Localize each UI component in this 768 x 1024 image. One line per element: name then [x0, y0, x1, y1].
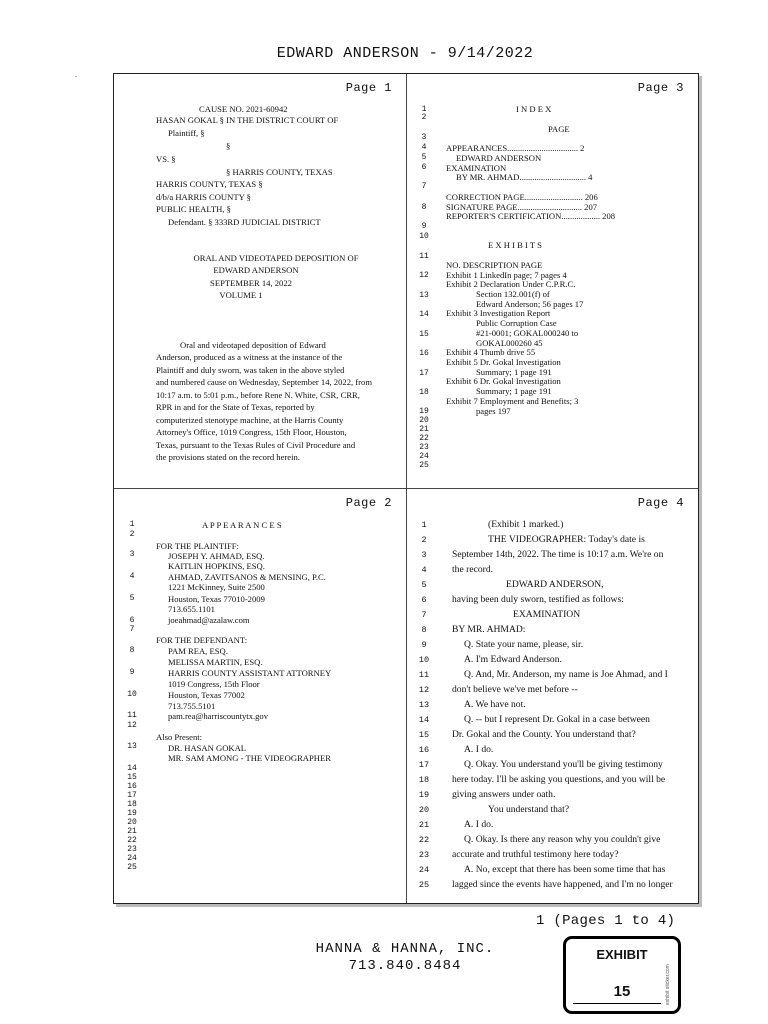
- testimony-line: having been duly sworn, testified as follows:: [452, 594, 624, 605]
- exhibit-row: Exhibit 5 Dr. Gokal Investigation: [446, 357, 561, 367]
- testimony-line: A. I do.: [464, 819, 494, 830]
- deposition-title: VOLUME 1: [219, 290, 263, 300]
- exhibit-row: pages 197: [476, 406, 511, 416]
- page-4-pane: [406, 489, 698, 903]
- line-number: 11: [418, 670, 430, 680]
- line-number: 17: [127, 791, 137, 800]
- index-entry: EDWARD ANDERSON: [456, 153, 542, 163]
- testimony-line: EXAMINATION: [513, 609, 581, 620]
- testimony-line: here today. I'll be asking you questions, and you will be: [452, 774, 666, 785]
- testimony-line: giving answers under oath.: [452, 789, 556, 800]
- page-range-footer: 1 (Pages 1 to 4): [536, 913, 676, 929]
- line-number: 16: [419, 349, 429, 358]
- exhibit-row: Summary; 1 page 191: [476, 367, 552, 377]
- testimony-line: THE VIDEOGRAPHER: Today's date is: [488, 534, 645, 545]
- index-entry: SIGNATURE PAGE.............................. 207: [446, 202, 598, 212]
- line-number: 7: [421, 610, 427, 620]
- line-number: 13: [418, 700, 430, 710]
- cause-number: CAUSE NO. 2021-60942: [199, 104, 288, 114]
- exhibit-row: Edward Anderson; 56 pages 17: [476, 299, 584, 309]
- appearance-line: Also Present:: [156, 732, 203, 742]
- exhibit-row: Public Corruption Case: [476, 318, 557, 328]
- testimony-line: the record.: [452, 564, 494, 575]
- line-number: 2: [421, 535, 427, 545]
- line-number: 22: [418, 835, 430, 845]
- body-line: Texas, pursuant to the Texas Rules of Civil Procedure and: [156, 440, 356, 450]
- index-title: I N D E X: [516, 104, 552, 114]
- body-line: the provisions stated on the record herein.: [156, 452, 300, 462]
- caption-line: §: [226, 141, 231, 151]
- exhibit-row: Exhibit 7 Employment and Benefits; 3: [446, 396, 579, 406]
- page-1-pane: [114, 74, 406, 488]
- line-number: 4: [421, 565, 427, 575]
- exhibits-title: E X H I B I T S: [488, 240, 542, 250]
- appearance-line: JOSEPH Y. AHMAD, ESQ.: [168, 551, 265, 561]
- appearance-line: 713.655.1101: [168, 604, 215, 614]
- page-2-label: Page 2: [345, 496, 392, 510]
- page-3-pane: [406, 74, 698, 488]
- line-number: 1: [129, 520, 135, 529]
- caption-line: Defendant. § 333RD JUDICIAL DISTRICT: [168, 217, 321, 227]
- exhibit-row: GOKAL000260 45: [476, 338, 543, 348]
- line-number: 5: [421, 153, 427, 162]
- testimony-line: accurate and truthful testimony here today?: [452, 849, 619, 860]
- appearance-line: AHMAD, ZAVITSANOS & MENSING, P.C.: [168, 572, 326, 582]
- appearance-line: PAM REA, ESQ.: [168, 646, 228, 656]
- testimony-line: lagged since the events have happened, and I'm no longer: [452, 879, 673, 890]
- testimony-line: Q. And, Mr. Anderson, my name is Joe Ahmad, and I: [464, 669, 668, 680]
- line-number: 4: [421, 143, 427, 152]
- exhibit-sticker-number: 15: [613, 983, 631, 1000]
- line-number: 20: [418, 805, 430, 815]
- company-phone: 713.840.8484: [348, 958, 462, 974]
- line-number: 18: [127, 800, 137, 809]
- testimony-line: EDWARD ANDERSON,: [506, 579, 604, 590]
- exhibit-row: Summary; 1 page 191: [476, 386, 552, 396]
- line-number: 12: [418, 685, 430, 695]
- appearance-line: pam.rea@harriscountytx.gov: [168, 711, 269, 721]
- caption-line: Plaintiff, §: [168, 128, 205, 138]
- line-number: 8: [421, 625, 427, 635]
- index-entry: BY MR. AHMAD............................... 4: [456, 172, 593, 182]
- line-number: 22: [127, 836, 137, 845]
- exhibit-row: #21-0001; GOKAL000240 to: [476, 328, 579, 338]
- line-number: 1: [421, 520, 427, 530]
- line-number: 25: [418, 880, 430, 890]
- exhibit-sticker-title: EXHIBIT: [596, 947, 648, 962]
- line-number: 6: [421, 163, 427, 172]
- line-number: 23: [419, 443, 429, 452]
- appearance-line: 1019 Congress, 15th Floor: [168, 679, 260, 689]
- body-line: RPR in and for the State of Texas, reported by: [156, 402, 315, 412]
- testimony-line: September 14th, 2022. The time is 10:17 a.m. We're on: [452, 549, 664, 560]
- line-number: 20: [419, 416, 429, 425]
- line-number: 9: [421, 222, 427, 231]
- line-number: 15: [127, 773, 137, 782]
- line-number: 3: [421, 133, 427, 142]
- body-line: Plaintiff and duly sworn, was taken in the above styled: [156, 365, 345, 375]
- line-number: 13: [419, 291, 429, 300]
- line-number: 10: [418, 655, 430, 665]
- index-entry: REPORTER'S CERTIFICATION.................. 208: [446, 211, 616, 221]
- appearance-line: 1221 McKinney, Suite 2500: [168, 582, 265, 592]
- appearance-line: MELISSA MARTIN, ESQ.: [168, 657, 263, 667]
- line-number: 24: [127, 854, 137, 863]
- exhibit-row: Exhibit 3 Investigation Report: [446, 308, 551, 318]
- company-name: HANNA & HANNA, INC.: [315, 941, 495, 957]
- exhibit-sticker-side-text: exhibit sticker.com: [665, 964, 671, 1005]
- line-number: 12: [419, 271, 429, 280]
- line-number: 15: [418, 730, 430, 740]
- testimony-line: A. We have not.: [464, 699, 526, 710]
- caption-line: HARRIS COUNTY, TEXAS §: [156, 179, 263, 189]
- body-line: Anderson, produced as a witness at the instance of the: [156, 352, 343, 362]
- line-number: 24: [419, 452, 429, 461]
- testimony-line: BY MR. AHMAD:: [452, 624, 526, 635]
- caption-line: PUBLIC HEALTH, §: [156, 204, 231, 214]
- line-number: 14: [418, 715, 430, 725]
- company-footer: [300, 941, 510, 975]
- line-number: 14: [419, 310, 429, 319]
- line-number: 7: [129, 625, 135, 634]
- line-number: 25: [127, 863, 137, 872]
- line-number: 9: [129, 668, 135, 677]
- line-number: 13: [127, 742, 137, 751]
- line-number: 8: [129, 646, 135, 655]
- deposition-title: EDWARD ANDERSON: [213, 265, 299, 275]
- line-number: 8: [421, 203, 427, 212]
- line-number: 21: [419, 425, 429, 434]
- exhibit-row: NO. DESCRIPTION PAGE: [446, 260, 543, 270]
- page-4-label: Page 4: [637, 496, 684, 510]
- line-number: 2: [129, 530, 135, 539]
- line-number: 9: [421, 640, 427, 650]
- document-header: EDWARD ANDERSON - 9/14/2022: [276, 45, 534, 62]
- line-number: 14: [127, 764, 137, 773]
- line-number: 23: [127, 845, 137, 854]
- line-number: 11: [419, 252, 429, 261]
- body-line: 10:17 a.m. to 5:01 p.m., before Rene N. White, CSR, CRR,: [156, 390, 360, 400]
- appearance-line: HARRIS COUNTY ASSISTANT ATTORNEY: [168, 668, 332, 678]
- index-entry: APPEARANCES................................. 2: [446, 143, 585, 153]
- testimony-line: don't believe we've met before --: [452, 684, 578, 695]
- line-number: 21: [418, 820, 430, 830]
- appearance-line: KAITLIN HOPKINS, ESQ.: [168, 561, 265, 571]
- line-number: 19: [419, 407, 429, 416]
- page-1-label: Page 1: [345, 81, 392, 95]
- stray-mark: .: [75, 70, 77, 79]
- line-number: 20: [127, 818, 137, 827]
- exhibit-row: Exhibit 1 LinkedIn page; 7 pages 4: [446, 270, 567, 280]
- index-entry: CORRECTION PAGE........................... 206: [446, 192, 598, 202]
- exhibit-row: Exhibit 2 Declaration Under C.P.R.C.: [446, 279, 576, 289]
- line-number: 23: [418, 850, 430, 860]
- line-number: 16: [127, 782, 137, 791]
- line-number: 4: [129, 572, 135, 581]
- line-number: 6: [129, 616, 135, 625]
- appearance-line: joeahmad@azalaw.com: [168, 615, 250, 625]
- line-number: 24: [418, 865, 430, 875]
- line-number: 12: [127, 721, 137, 730]
- page-2-pane: [114, 489, 406, 903]
- line-number: 22: [419, 434, 429, 443]
- line-number: 1: [421, 105, 427, 114]
- page-column-heading: PAGE: [548, 124, 570, 134]
- line-number: 10: [127, 690, 137, 699]
- testimony-line: A. I do.: [464, 744, 494, 755]
- testimony-line: A. I'm Edward Anderson.: [464, 654, 562, 665]
- line-number: 17: [418, 760, 430, 770]
- line-number: 18: [419, 388, 429, 397]
- caption-line: d/b/a HARRIS COUNTY §: [156, 192, 251, 202]
- index-entry: EXAMINATION: [446, 163, 507, 173]
- line-number: 16: [418, 745, 430, 755]
- appearance-line: MR. SAM AMONG - THE VIDEOGRAPHER: [168, 753, 331, 763]
- testimony-line: You understand that?: [488, 804, 570, 815]
- line-number: 17: [419, 369, 429, 378]
- appearances-title: A P P E A R A N C E S: [202, 520, 282, 530]
- exhibit-row: Exhibit 6 Dr. Gokal Investigation: [446, 376, 561, 386]
- exhibit-row: Section 132.001(f) of: [476, 289, 550, 299]
- exhibit-sticker: [563, 936, 681, 1014]
- appearance-line: Houston, Texas 77002: [168, 690, 245, 700]
- line-number: 19: [127, 809, 137, 818]
- testimony-line: A. No, except that there has been some time that has: [464, 864, 666, 875]
- deposition-title: ORAL AND VIDEOTAPED DEPOSITION OF: [193, 253, 359, 263]
- body-line: Oral and videotaped deposition of Edward: [180, 340, 326, 350]
- line-number: 19: [418, 790, 430, 800]
- line-number: 21: [127, 827, 137, 836]
- testimony-line: Q. -- but I represent Dr. Gokal in a case between: [464, 714, 650, 725]
- line-number: 2: [421, 113, 427, 122]
- caption-line: HASAN GOKAL § IN THE DISTRICT COURT OF: [156, 115, 339, 125]
- line-number: 3: [129, 550, 135, 559]
- body-line: Attorney's Office, 1019 Congress, 15th Floor, Houston,: [156, 427, 347, 437]
- deposition-title: SEPTEMBER 14, 2022: [210, 278, 292, 288]
- testimony-line: Q. Okay. You understand you'll be giving testimony: [464, 759, 663, 770]
- appearance-line: FOR THE PLAINTIFF:: [156, 541, 239, 551]
- appearance-line: 713.755.5101: [168, 701, 216, 711]
- testimony-line: Dr. Gokal and the County. You understand that?: [452, 729, 636, 740]
- page-3-label: Page 3: [637, 81, 684, 95]
- testimony-line: Q. State your name, please, sir.: [464, 639, 584, 650]
- line-number: 5: [421, 580, 427, 590]
- line-number: 18: [418, 775, 430, 785]
- line-number: 3: [421, 550, 427, 560]
- body-line: and numbered cause on Wednesday, September 14, 2022, from: [156, 377, 373, 387]
- testimony-line: (Exhibit 1 marked.): [488, 519, 564, 530]
- line-number: 6: [421, 595, 427, 605]
- appearance-line: FOR THE DEFENDANT:: [156, 635, 248, 645]
- line-number: 5: [129, 594, 135, 603]
- appearance-line: DR. HASAN GOKAL: [168, 743, 247, 753]
- line-number: 15: [419, 330, 429, 339]
- line-number: 25: [419, 461, 429, 470]
- caption-line: § HARRIS COUNTY, TEXAS: [226, 167, 333, 177]
- transcript-sheet: [113, 73, 699, 904]
- line-number: 7: [421, 182, 427, 191]
- body-line: computerized stenotype machine, at the Harris County: [156, 415, 344, 425]
- line-number: 11: [127, 711, 137, 720]
- testimony-line: Q. Okay. Is there any reason why you couldn't give: [464, 834, 661, 845]
- caption-line: VS. §: [156, 154, 176, 164]
- exhibit-row: Exhibit 4 Thumb drive 55: [446, 347, 536, 357]
- exhibit-sticker-line: [573, 1003, 661, 1004]
- appearance-line: Houston, Texas 77010-2009: [168, 594, 265, 604]
- line-number: 10: [419, 232, 429, 241]
